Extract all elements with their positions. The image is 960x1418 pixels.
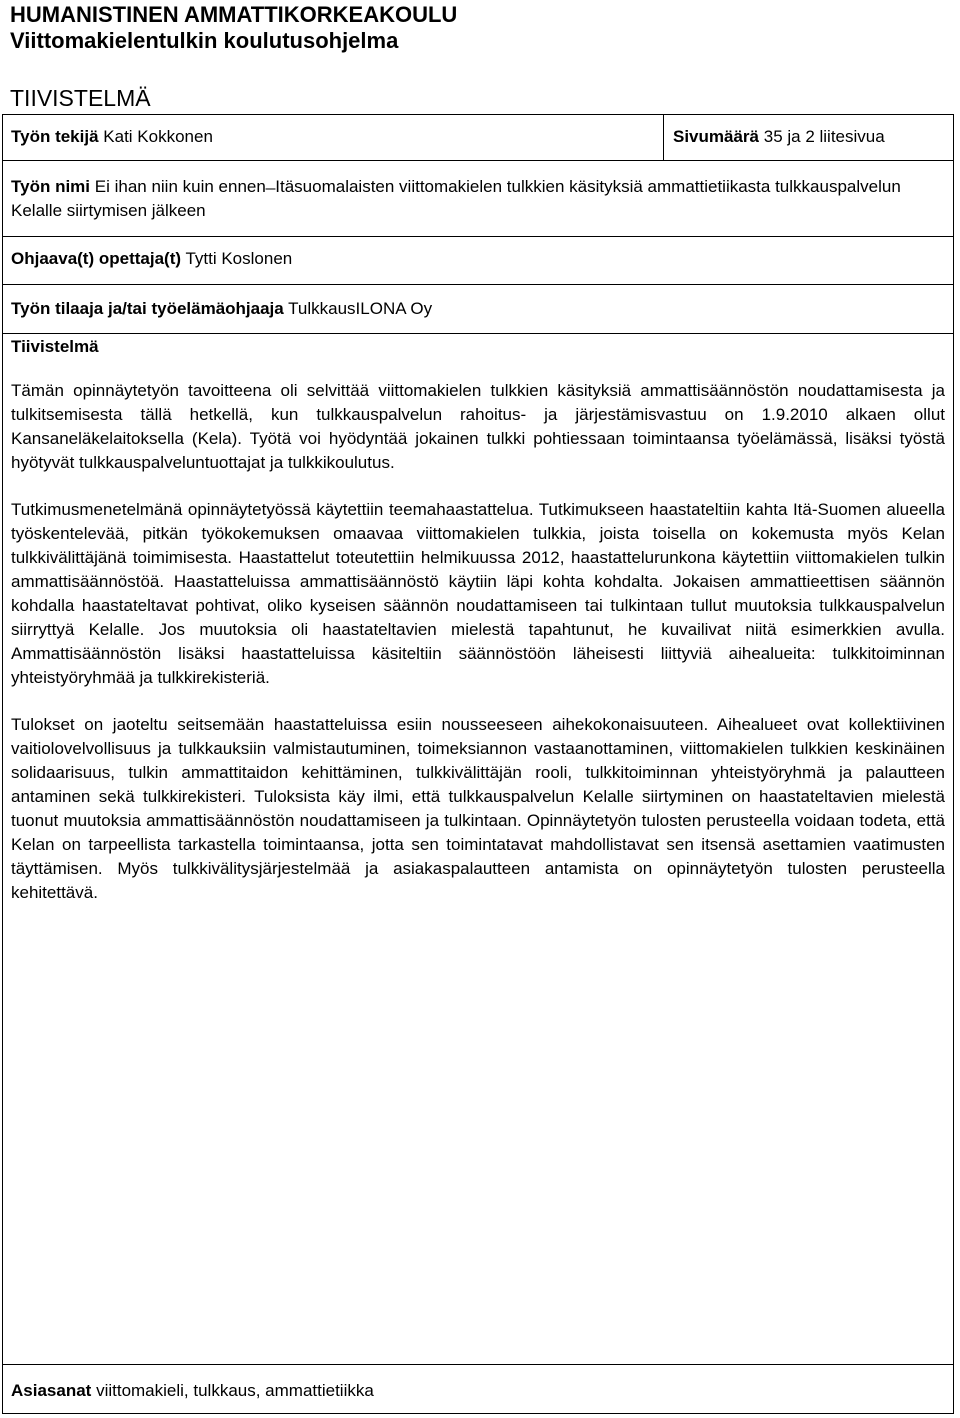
abstract-paragraph-3: Tulokset on jaoteltu seitsemään haastatteluissa esiin nousseeseen aihekokonaisuuteen. Aihealueet ovat kollektiivinen vaitiolovelvollisuus ja tulkkauksiin valmistautuminen, toimeksiannon vastaanottaminen, viittomakielen tulkkien keskinäinen solidaarisuus, tulkin ammattitaidon kehittäminen, tulkkivälittäjän rooli, tulkkitoiminnan yhteistyöryhmä ja palautteen antaminen sekä tulkkirekisteri. Tuloksista käy ilmi, että tulkkauspalvelun Kelalle siirtyminen on haastateltavien mielestä tuonut muutoksia ammattisäännöstön noudattamiseen ja tulkintaan. Opinnäytetyön tulosten perusteella voidaan todeta, että Kelan on tarpeellista tarkastella toimintaansa, jotta sen toimintatavat mahdollistavat sen itsensä asettamien vaatimusten täyttämisen. Myös tulkkivälitysjärjestelmää ja asiakaspalautteen antamista on opinnäytetyön tulosten perusteella kehitettävä. (11, 715, 945, 902)
pages-value: 35 ja 2 liitesivua (763, 127, 885, 146)
work-title-label: Työn nimi (11, 177, 91, 196)
keywords-field (11, 1379, 374, 1403)
keywords-value: viittomakieli, tulkkaus, ammattietiikka (96, 1381, 374, 1400)
work-title-value: Ei ihan niin kuin ennen ̶ Itäsuomalaisten viittomakielen tulkkien käsityksiä ammattietiikasta tulkkauspalvelun Kelalle siirtymisen jälkeen (11, 177, 901, 220)
divider-4 (3, 333, 953, 334)
divider-1 (3, 160, 953, 161)
commissioner-field (11, 297, 432, 321)
abstract-form (2, 114, 954, 1414)
abstract-body (11, 379, 945, 928)
author-value: Kati Kokkonen (103, 127, 213, 146)
supervisor-label: Ohjaava(t) opettaja(t) (11, 249, 182, 268)
pages-field (673, 125, 885, 149)
author-label: Työn tekijä (11, 127, 99, 146)
programme-name: Viittomakielentulkin koulutusohjelma (10, 28, 399, 53)
divider-3 (3, 284, 953, 285)
abstract-label: Tiivistelmä (11, 337, 99, 356)
commissioner-label: Työn tilaaja ja/tai työelämäohjaaja (11, 299, 284, 318)
keywords-label: Asiasanat (11, 1381, 92, 1400)
commissioner-value: TulkkausILONA Oy (288, 299, 433, 318)
pages-label: Sivumäärä (673, 127, 759, 146)
divider-2 (3, 236, 953, 237)
author-field (11, 125, 213, 149)
abstract-paragraph-2: Tutkimusmenetelmänä opinnäytetyössä käytettiin teemahaastattelua. Tutkimukseen haastateltiin kahta Itä-Suomen alueella työskentelevää, pitkän työkokemuksen omaavaa viittomakielen tulkkia, joista toisella on kokemusta myös Kelan tulkkivälittäjänä toimimisesta. Haastattelut toteutettiin helmikuussa 2012, haastattelurunkona käytettiin viittomakielen tulkin ammattisäännöstöä. Haastatteluissa ammattisäännöstö käytiin läpi kohta kohdalta. Jokaisen ammattieettisen säännön kohdalla haastateltavat pohtivat, oliko kyseisen säännön noudattamiseen tai tulkintaan tullut muutoksia tulkkauspalvelun siirryttyä Kelalle. Jos muutoksia oli haastateltavien mielestä tapahtunut, he kuvailivat niitä esimerkkien avulla. Ammattisäännöstön lisäksi haastatteluissa käsiteltiin säännöstöön läheisesti liittyviä aihealueita: tulkkitoiminnan yhteistyöryhmää ja tulkkirekisteriä. (11, 500, 945, 687)
header-block (10, 2, 457, 54)
work-title-field (11, 175, 941, 223)
organization-name: HUMANISTINEN AMMATTIKORKEAKOULU (10, 2, 458, 27)
abstract-paragraph-1: Tämän opinnäytetyön tavoitteena oli selvittää viittomakielen tulkkien käsityksiä ammattisäännöstön noudattamisesta ja tulkitsemisesta tällä hetkellä, kun tulkkauspalvelun rahoitus- ja järjestämisvastuu on 1.9.2010 alkaen ollut Kansaneläkelaitoksella (Kela). Työtä voi hyödyntää jokainen tulkki pohtiessaan toimintaansa työelämässä, lisäksi työstä hyötyvät tulkkauspalveluntuottajat ja tulkkikoulutus. (11, 381, 945, 472)
supervisor-field (11, 247, 292, 271)
supervisor-value: Tytti Koslonen (185, 249, 293, 268)
row-divider-vertical (663, 115, 664, 160)
divider-5 (3, 1364, 953, 1365)
document-title: TIIVISTELMÄ (10, 85, 151, 111)
